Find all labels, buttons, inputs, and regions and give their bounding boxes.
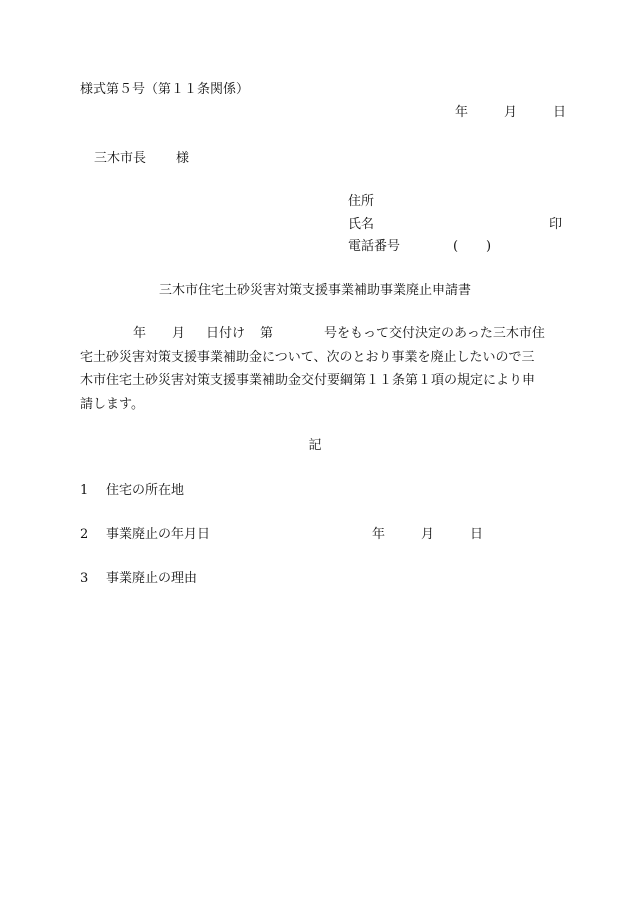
abolish-date-year: 年	[372, 527, 386, 542]
item-label: 住宅の所在地	[106, 483, 185, 498]
item-number: 1	[80, 483, 89, 498]
address-label: 住所	[348, 194, 375, 209]
date-year: 年	[455, 105, 469, 120]
ki-heading: 記	[308, 438, 322, 453]
body-month: 月	[172, 326, 186, 341]
body-line-4: 請します。	[80, 397, 144, 412]
addressee-honorific: 様	[176, 151, 190, 166]
body-dated: 日付け	[206, 326, 246, 341]
name-label: 氏名	[348, 217, 375, 232]
abolish-date-day: 日	[470, 527, 484, 542]
item-number: 3	[80, 571, 89, 586]
date-month: 月	[504, 105, 518, 120]
item-number: 2	[80, 527, 89, 542]
phone-label: 電話番号	[348, 239, 401, 254]
addressee-name: 三木市長	[94, 151, 147, 166]
body-year: 年	[133, 326, 147, 341]
document-title: 三木市住宅土砂災害対策支援事業補助事業廃止申請書	[158, 283, 471, 298]
body-dai: 第	[260, 326, 274, 341]
body-line-3: 木市住宅土砂災害対策支援事業補助金交付要綱第１１条第１項の規定により申	[80, 373, 536, 388]
phone-paren-open: (	[453, 239, 459, 254]
body-line-2: 宅土砂災害対策支援事業補助金について、次のとおり事業を廃止したいので三	[80, 350, 535, 365]
body-line1-rest: 号をもって交付決定のあった三木市住	[324, 326, 545, 341]
abolish-date-month: 月	[421, 527, 435, 542]
form-number: 様式第５号（第１１条関係）	[80, 82, 250, 97]
item-label: 事業廃止の理由	[106, 571, 198, 586]
item-label: 事業廃止の年月日	[106, 527, 211, 542]
seal-label: 印	[549, 217, 563, 232]
date-day: 日	[553, 105, 567, 120]
phone-paren-close: )	[486, 239, 492, 254]
